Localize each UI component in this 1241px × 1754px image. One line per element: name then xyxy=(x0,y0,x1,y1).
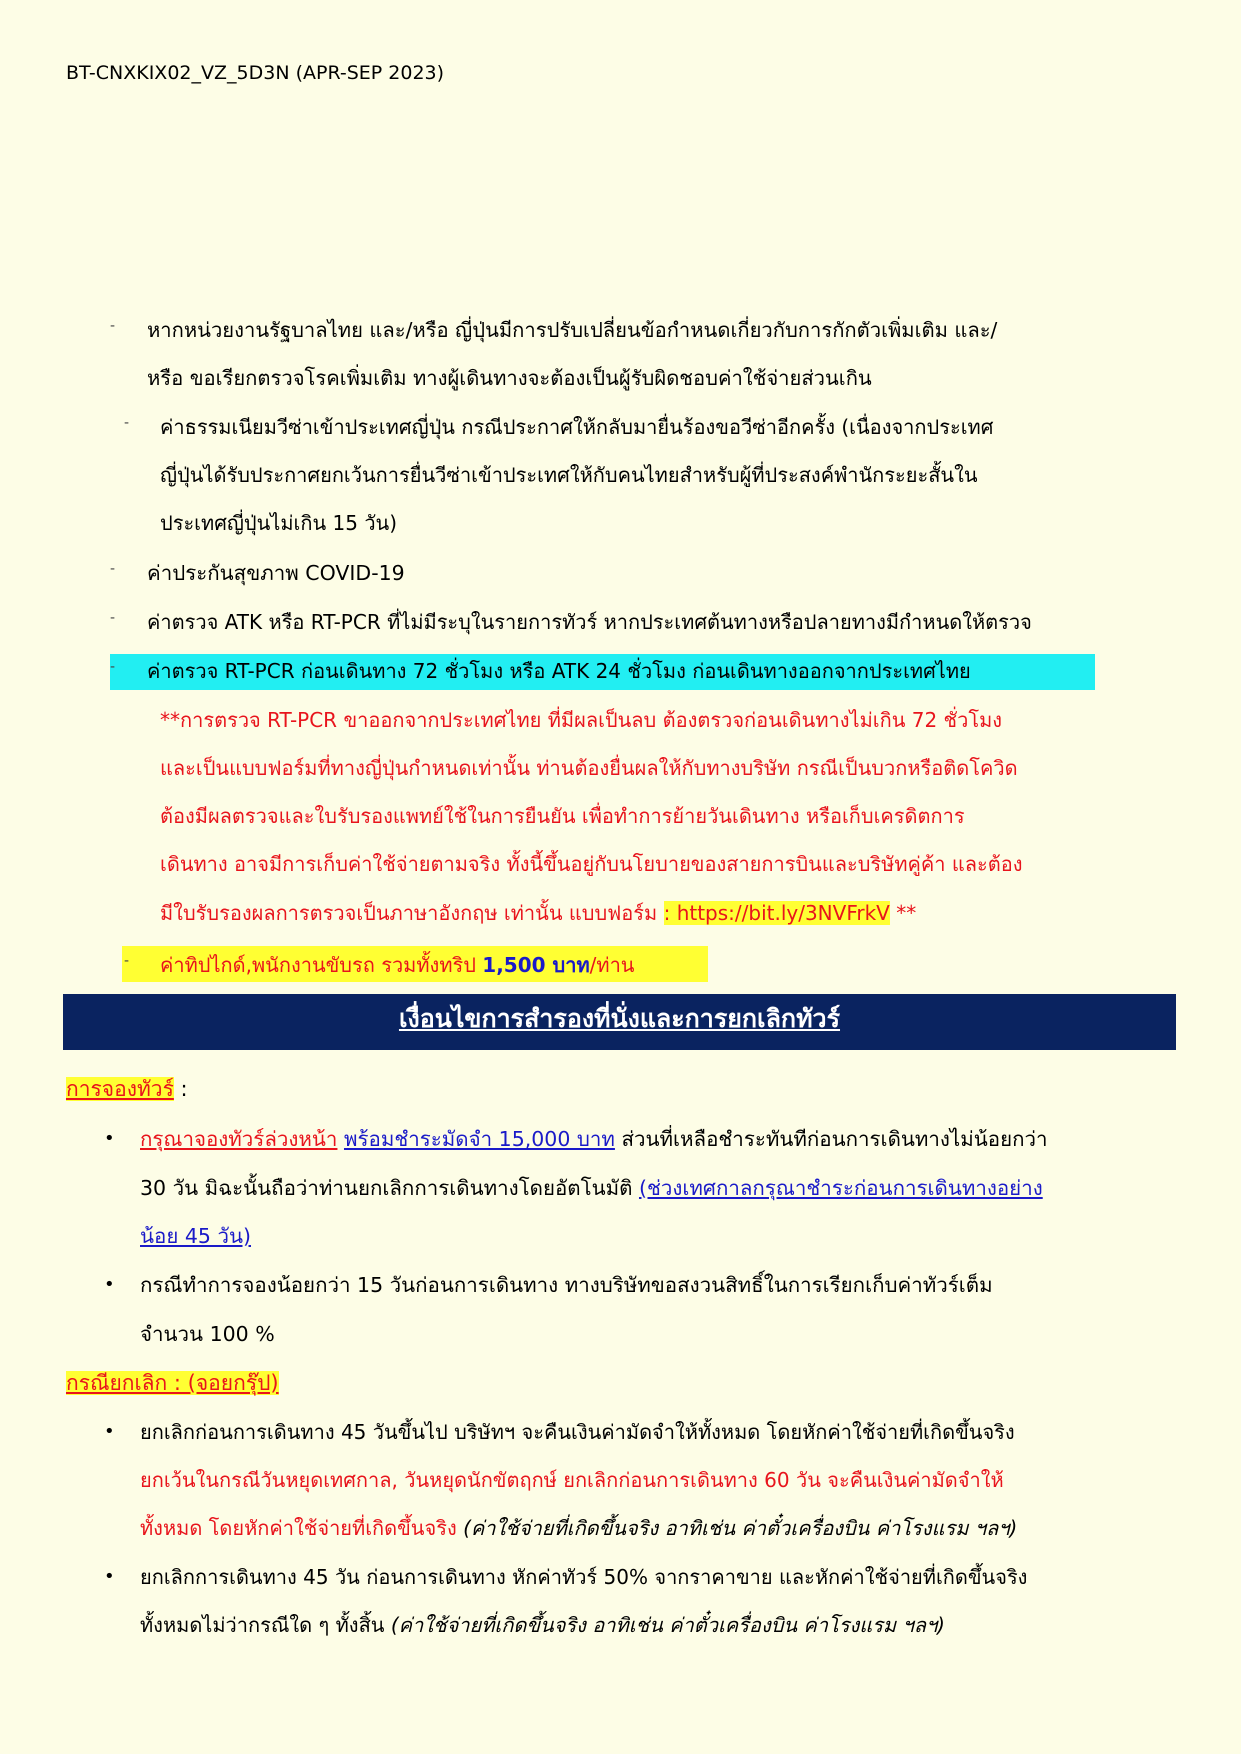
list-dash: - xyxy=(124,415,130,431)
document-code: BT-CNXKIX02_VZ_5D3N (APR-SEP 2023) xyxy=(66,62,445,84)
rtpcr-note-cont: ต้องมีผลตรวจและใบรับรองแพทย์ใช้ในการยืนยัน เพื่อทำการย้ายวันเดินทาง หรือเก็บเครดิตการ xyxy=(160,804,965,828)
cancel-italic-note: (ค่าใช้จ่ายที่เกิดขึ้นจริง อาทิเช่น ค่าตั๋วเครื่องบิน ค่าโรงแรม ฯลฯ) xyxy=(390,1613,945,1637)
cancel-label-text: กรณียกเลิก : (จอยกรุ๊ป) xyxy=(66,1371,279,1395)
exclusion-item-highlighted: ค่าตรวจ RT-PCR ก่อนเดินทาง 72 ชั่วโมง หรือ ATK 24 ชั่วโมง ก่อนเดินทางออกจากประเทศไทย xyxy=(147,659,971,683)
rtpcr-note-cont: เดินทาง อาจมีการเก็บค่าใช้จ่ายตามจริง ทั้งนี้ขึ้นอยู่กับนโยบายของสายการบินและบริษัทคู่ค้า และต้อง xyxy=(160,852,1023,876)
bullet: • xyxy=(104,1421,115,1442)
exclusion-item-cont: ญี่ปุ่นได้รับประกาศยกเว้นการยื่นวีซ่าเข้าประเทศให้กับคนไทยสำหรับผู้ที่ประสงค์พำนักระยะสั้นใน xyxy=(160,463,978,487)
rtpcr-note: **การตรวจ RT-PCR ขาออกจากประเทศไทย ที่มีผลเป็นลบ ต้องตรวจก่อนเดินทางไม่เกิน 72 ชั่วโมง xyxy=(160,708,1003,732)
tip-text: ค่าทิปไกด์,พนักงานขับรถ รวมทั้งทริป xyxy=(160,953,483,977)
note-end: ** xyxy=(889,901,917,925)
list-dash: - xyxy=(110,318,116,334)
booking-item: กรณีทำการจองน้อยกว่า 15 วันก่อนการเดินทาง ทางบริษัทขอสงวนสิทธิ์ในการเรียกเก็บค่าทัวร์เต็ม xyxy=(140,1273,993,1297)
rtpcr-note-text: มีใบรับรองผลการตรวจเป็นภาษาอังกฤษ เท่านั้น แบบฟอร์ม xyxy=(160,901,664,925)
exclusion-item-cont: ประเทศญี่ปุ่นไม่เกิน 15 วัน) xyxy=(160,511,398,535)
booking-item xyxy=(140,1115,1048,1164)
booking-label-text: การจองทัวร์ xyxy=(66,1077,174,1101)
exclusion-item: ค่าธรรมเนียมวีซ่าเข้าประเทศญี่ปุ่น กรณีประกาศให้กลับมายื่นร้องขอวีซ่าอีกครั้ง (เนื่องจากประเทศ xyxy=(160,415,994,439)
cancel-item-cont xyxy=(140,1504,1017,1553)
festival-note: (ช่วงเทศกาลกรุณาชำระก่อนการเดินทางอย่าง xyxy=(638,1176,1043,1200)
festival-note-cont: น้อย 45 วัน) xyxy=(140,1224,251,1248)
booking-line2: 30 วัน มิฉะนั้นถือว่าท่านยกเลิกการเดินทางโดยอัตโนมัติ xyxy=(140,1176,639,1200)
cancel-item: ยกเลิกก่อนการเดินทาง 45 วันขึ้นไป บริษัทฯ จะคืนเงินค่ามัดจำให้ทั้งหมด โดยหักค่าใช้จ่ายที่เกิดขึ้นจริง xyxy=(140,1420,1015,1444)
rtpcr-note-cont: และเป็นแบบฟอร์มที่ทางญี่ปุ่นกำหนดเท่านั้น ท่านต้องยื่นผลให้กับทางบริษัท กรณีเป็นบวกหรือติดโควิด xyxy=(160,756,1018,780)
exclusion-item: ค่าประกันสุขภาพ COVID-19 xyxy=(147,561,405,585)
bullet: • xyxy=(104,1128,115,1149)
book-in-advance: กรุณาจองทัวร์ล่วงหน้า xyxy=(140,1127,338,1151)
cancel-item-cont: ยกเว้นในกรณีวันหยุดเทศกาล, วันหยุดนักขัตฤกษ์ ยกเลิกก่อนการเดินทาง 60 วัน จะคืนเงินค่ามัดจำให้ xyxy=(140,1468,1004,1492)
cancel-label xyxy=(66,1366,279,1400)
exclusion-item: หากหน่วยงานรัฐบาลไทย และ/หรือ ญี่ปุ่นมีการปรับเปลี่ยนข้อกำหนดเกี่ยวกับการกักตัวเพิ่มเติม และ/ xyxy=(147,318,998,342)
bullet: • xyxy=(104,1566,115,1587)
tip-suffix: /ท่าน xyxy=(589,953,635,977)
booking-item-cont: จำนวน 100 % xyxy=(140,1322,275,1346)
list-dash: - xyxy=(110,561,116,577)
booking-item-cont xyxy=(140,1164,1043,1213)
booking-rest: ส่วนที่เหลือชำระทันทีก่อนการเดินทางไม่น้อยกว่า xyxy=(614,1127,1048,1151)
cancel-item: ยกเลิกการเดินทาง 45 วัน ก่อนการเดินทาง หักค่าทัวร์ 50% จากราคาขาย และหักค่าใช้จ่ายที่เกิดขึ้นจริง xyxy=(140,1565,1028,1589)
tip-line xyxy=(160,941,634,990)
list-dash: - xyxy=(124,953,130,969)
cancel-red-text: ทั้งหมด โดยหักค่าใช้จ่ายที่เกิดขึ้นจริง xyxy=(140,1516,464,1540)
deposit-info: พร้อมชำระมัดจำ 15,000 บาท xyxy=(343,1127,615,1151)
list-dash: - xyxy=(110,659,116,675)
form-link[interactable]: : https://bit.ly/3NVFrkV xyxy=(663,901,890,925)
booking-label xyxy=(66,1072,188,1106)
booking-label-colon: : xyxy=(173,1077,188,1101)
exclusion-item: ค่าตรวจ ATK หรือ RT-PCR ที่ไม่มีระบุในรายการทัวร์ หากประเทศต้นทางหรือปลายทางมีกำหนดให้ตรวจ xyxy=(147,610,1032,634)
conditions-title: เงื่อนไขการสำรองที่นั่งและการยกเลิกทัวร์ xyxy=(63,994,1176,1050)
list-dash: - xyxy=(110,610,116,626)
cancel-text: ทั้งหมดไม่ว่ากรณีใด ๆ ทั้งสิ้น xyxy=(140,1613,391,1637)
rtpcr-note-cont xyxy=(160,889,916,938)
cancel-italic-note: (ค่าใช้จ่ายที่เกิดขึ้นจริง อาทิเช่น ค่าตั๋วเครื่องบิน ค่าโรงแรม ฯลฯ) xyxy=(463,1516,1018,1540)
cancel-item-cont xyxy=(140,1601,945,1650)
tip-amount: 1,500 บาท xyxy=(482,953,590,977)
exclusion-item-cont: หรือ ขอเรียกตรวจโรคเพิ่มเติม ทางผู้เดินทางจะต้องเป็นผู้รับผิดชอบค่าใช้จ่ายส่วนเกิน xyxy=(147,366,872,390)
bullet: • xyxy=(104,1274,115,1295)
